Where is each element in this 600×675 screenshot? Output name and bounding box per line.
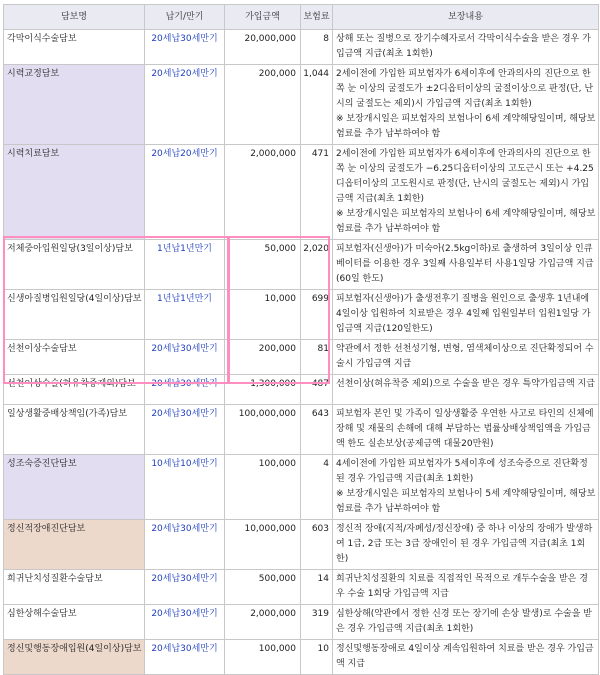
row-term: 20세납30세만기	[145, 520, 225, 570]
row-amount: 50,000	[225, 240, 301, 290]
table-row	[4, 405, 599, 455]
row-coverage: 피보험자 본인 및 가족이 일상생활중 우연한 사고로 타인의 신체에 장해 및 재물의 손해에 대해 부담하는 법률상배상책임액을 가입금액 한도 실손보상(공제금액 대물20만원)	[333, 405, 599, 455]
row-name: 시력치료담보	[4, 145, 145, 240]
row-amount: 200,000	[225, 65, 301, 145]
row-premium: 14	[301, 570, 333, 605]
row-premium: 643	[301, 405, 333, 455]
table-row	[4, 290, 599, 340]
row-name: 저체중아입원일당(3일이상)담보	[4, 240, 145, 290]
row-premium: 1,044	[301, 65, 333, 145]
header-term: 납기/만기	[145, 5, 225, 30]
row-term: 1년납1년만기	[145, 290, 225, 340]
table-row	[4, 240, 599, 290]
row-name: 정신적장애진단담보	[4, 520, 145, 570]
table-row	[4, 145, 599, 240]
row-term: 20세납20세만기	[145, 65, 225, 145]
row-term: 20세납30세만기	[145, 640, 225, 675]
table-row	[4, 455, 599, 520]
row-amount: 100,000,000	[225, 405, 301, 455]
header-coverage: 보장내용	[333, 5, 599, 30]
row-name: 성조숙증진단담보	[4, 455, 145, 520]
row-term: 20세납30세만기	[145, 375, 225, 405]
row-coverage: 2세이전에 가입한 피보험자가 6세이후에 안과의사의 진단으로 한쪽 눈 이상의 굴절도가 ±2디옵터이상의 굴절이상으로 판정(단, 난시의 굴절도는 제외)시 가입금액 지급(최초 1회한) ※ 보장개시일은 피보험자의 보험나이 6세 계약해당일이며, 해당보험료를 추가 납부하여야 함	[333, 65, 599, 145]
row-name: 신생아질병입원일당(4일이상)담보	[4, 290, 145, 340]
row-premium: 8	[301, 30, 333, 65]
table-row	[4, 570, 599, 605]
row-amount: 1,300,000	[225, 375, 301, 405]
row-amount: 2,000,000	[225, 145, 301, 240]
row-name: 심한상해수술담보	[4, 605, 145, 640]
row-coverage: 4세이전에 가입한 피보험자가 5세이후에 성조숙증으로 진단확정된 경우 가입금액 지급(최초 1회한) ※ 보장개시일은 피보험자의 보험나이 5세 계약해당일이며, 해당보험료를 추가 납부하여야 함	[333, 455, 599, 520]
coverage-table	[3, 4, 599, 675]
row-amount: 20,000,000	[225, 30, 301, 65]
row-name: 정신및행동장애입원(4일이상)담보	[4, 640, 145, 675]
row-term: 20세납30세만기	[145, 340, 225, 375]
row-amount: 10,000	[225, 290, 301, 340]
table-row	[4, 65, 599, 145]
row-premium: 81	[301, 340, 333, 375]
row-name: 희귀난치성질환수술담보	[4, 570, 145, 605]
row-term: 20세납20세만기	[145, 145, 225, 240]
table-row	[4, 520, 599, 570]
row-name: 선천이상수술담보	[4, 340, 145, 375]
table-row	[4, 340, 599, 375]
row-premium: 603	[301, 520, 333, 570]
row-term: 20세납30세만기	[145, 30, 225, 65]
row-term: 1년납1년만기	[145, 240, 225, 290]
row-term: 20세납30세만기	[145, 570, 225, 605]
row-coverage: 피보험자(신생아)가 미숙아(2.5kg이하)로 출생하여 3일이상 인큐베이터를 이용한 경우 3일째 사용일부터 사용1일당 가입금액 지급(60일 한도)	[333, 240, 599, 290]
table-row	[4, 605, 599, 640]
row-coverage: 피보험자(신생아)가 출생전후기 질병을 원인으로 출생후 1년내에 4일이상 입원하여 치료받은 경우 4일째 입원일부터 입원1일당 가입금액 지급(120일한도)	[333, 290, 599, 340]
row-term: 10세납10세만기	[145, 455, 225, 520]
row-coverage: 정신적 장애(지적/자폐성/정신장애) 중 하나 이상의 장애가 발생하여 1급, 2급 또는 3급 장애인이 된 경우 가입금액 지급(최초 1회한)	[333, 520, 599, 570]
row-amount: 100,000	[225, 640, 301, 675]
row-coverage: 선천이상(혀유착증 제외)으로 수술을 받은 경우 특약가입금액 지급	[333, 375, 599, 405]
header-premium: 보험료	[301, 5, 333, 30]
row-amount: 200,000	[225, 340, 301, 375]
row-coverage: 상해 또는 질병으로 장기수혜자로서 각막이식수술을 받은 경우 가입금액 지급(최초 1회한)	[333, 30, 599, 65]
row-name: 각막이식수술담보	[4, 30, 145, 65]
row-premium: 319	[301, 605, 333, 640]
header-name: 담보명	[4, 5, 145, 30]
table-row	[4, 375, 599, 405]
row-amount: 500,000	[225, 570, 301, 605]
row-coverage: 2세이전에 가입한 피보험자가 6세이후에 안과의사의 진단으로 한쪽 눈 이상의 굴절도가 −6.25디옵터이상의 고도근시 또는 +4.25디옵터이상의 고도원시로 판정(단, 난시의 굴절도는 제외)시 가입금액 지급(최초 1회한) ※ 보장개시일은 피보험자의 보험나이 6세 계약해당일이며, 해당보험료를 추가 납부하여야 함	[333, 145, 599, 240]
row-coverage: 정신및행동장애로 4일이상 계속입원하여 치료를 받은 경우 가입금액 지급	[333, 640, 599, 675]
row-term: 20세납30세만기	[145, 605, 225, 640]
row-premium: 4	[301, 455, 333, 520]
row-coverage: 약관에서 정한 선천성기형, 변형, 염색체이상으로 진단확정되어 수술시 가입금액 지급	[333, 340, 599, 375]
row-premium: 10	[301, 640, 333, 675]
table-header-row	[4, 5, 599, 30]
row-coverage: 심한상해(약관에서 정한 신경 또는 장기에 손상 발생)로 수술을 받은 경우 가입금액 지급(최초 1회한)	[333, 605, 599, 640]
row-amount: 100,000	[225, 455, 301, 520]
row-name: 선천이상수술(혀유착증제외)담보	[4, 375, 145, 405]
row-premium: 471	[301, 145, 333, 240]
row-amount: 10,000,000	[225, 520, 301, 570]
row-premium: 487	[301, 375, 333, 405]
row-amount: 2,000,000	[225, 605, 301, 640]
header-amount: 가입금액	[225, 5, 301, 30]
row-coverage: 희귀난치성질환의 치료를 직접적인 목적으로 개두수술을 받은 경우 수술 1회당 가입금액 지급	[333, 570, 599, 605]
table-row	[4, 640, 599, 675]
row-name: 시력교정담보	[4, 65, 145, 145]
row-name: 일상생활중배상책임(가족)담보	[4, 405, 145, 455]
row-premium: 2,020	[301, 240, 333, 290]
table-row	[4, 30, 599, 65]
row-premium: 699	[301, 290, 333, 340]
row-term: 20세납30세만기	[145, 405, 225, 455]
